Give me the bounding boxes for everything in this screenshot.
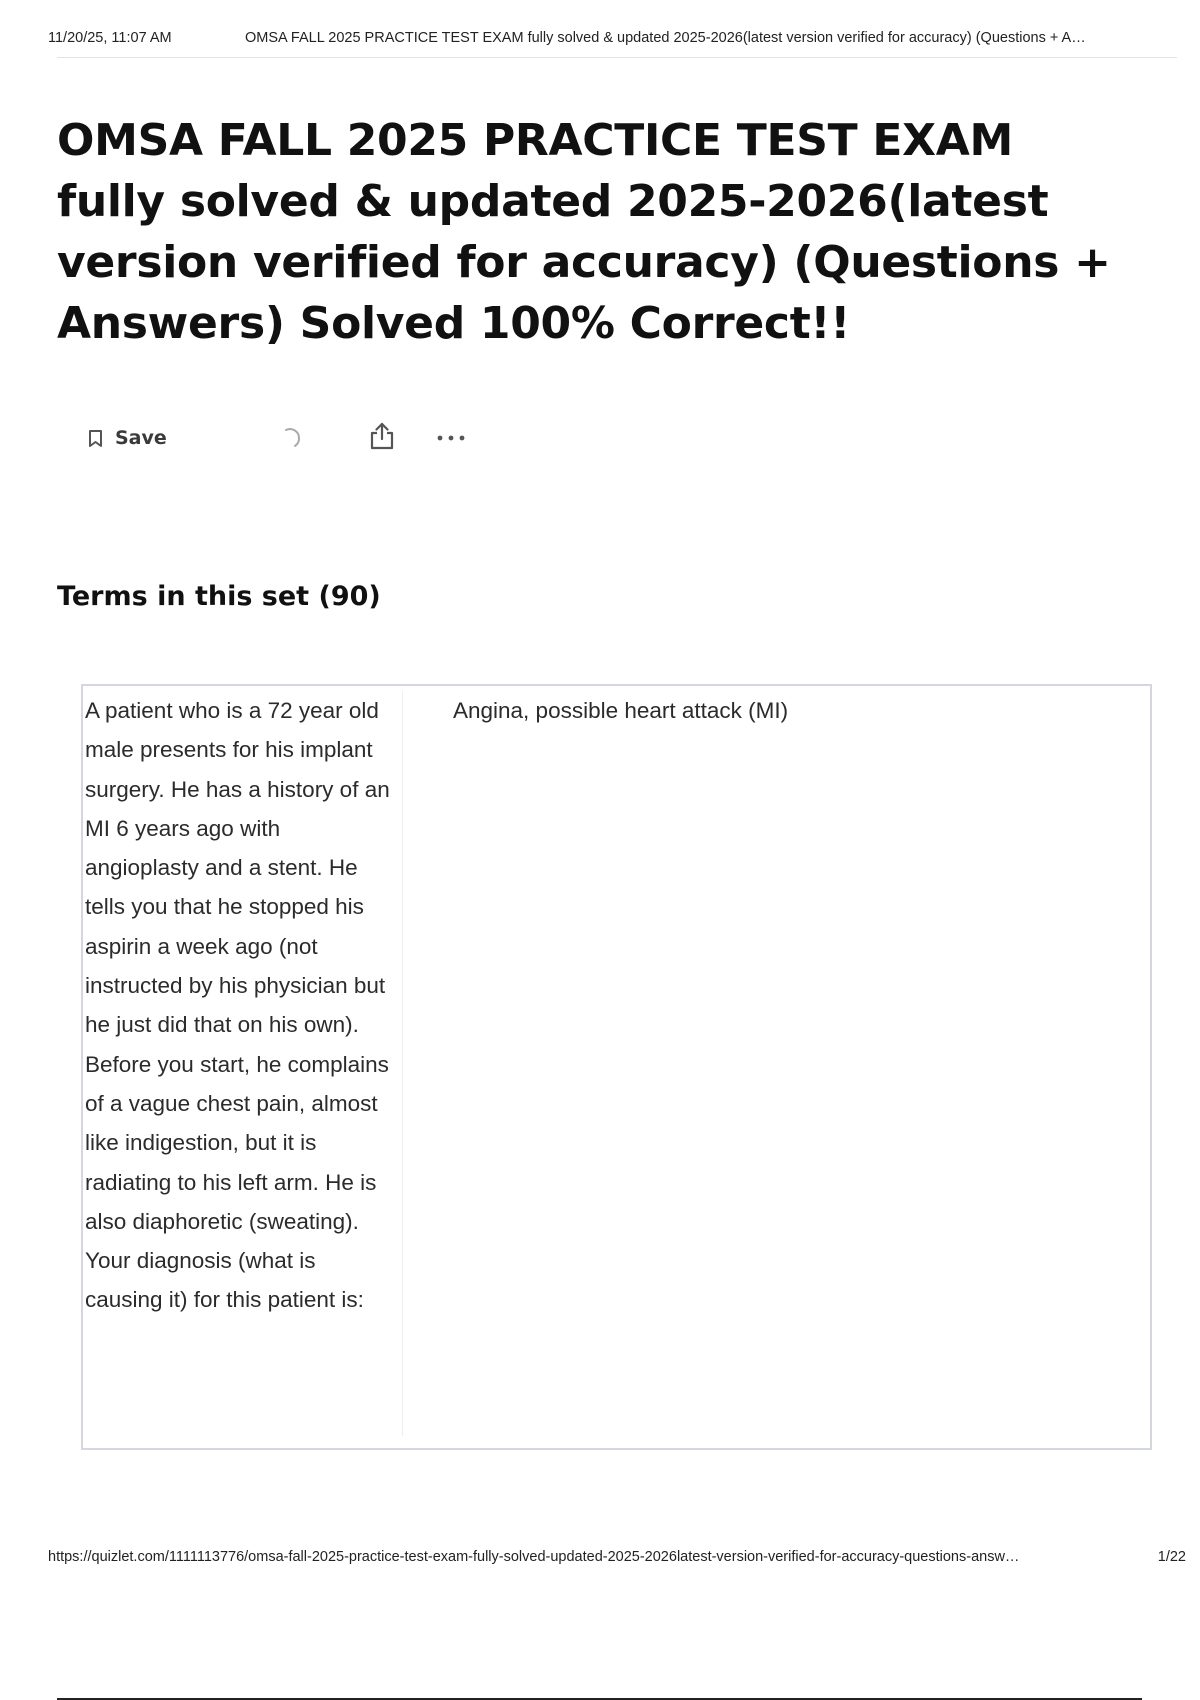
- page-number: 1/22: [1157, 1549, 1186, 1565]
- print-url: https://quizlet.com/1111113776/omsa-fall-2025-practice-test-exam-fully-solved-updated-2025-2026latest-version-verified-for-accuracy-questions-answ…: [48, 1549, 1020, 1565]
- save-button-label: Save: [115, 427, 167, 449]
- loading-spinner-icon: [278, 425, 368, 451]
- definition-text: Angina, possible heart attack (MI): [453, 698, 789, 723]
- print-header: [48, 30, 1176, 46]
- more-options-icon: [436, 429, 466, 447]
- print-footer: [48, 1549, 1186, 1565]
- term-text: A patient who is a 72 year old male presents for his implant surgery. He has a history of an MI 6 years ago with angioplasty and a stent. He tells you that he stopped his aspirin a week ago (not instructed by his physician but he just did that on his own). Before you start, he complains of a vague chest pain, almost like indigestion, but it is radiating to his left arm. He is also diaphoretic (sweating). Your diagnosis (what is causing it) for this patient is:: [83, 691, 403, 1436]
- term-card: [81, 684, 1152, 1450]
- share-button[interactable]: [368, 421, 436, 456]
- print-datetime: 11/20/25, 11:07 AM: [48, 30, 172, 46]
- save-button[interactable]: [88, 427, 278, 449]
- more-options-button[interactable]: [436, 429, 466, 447]
- share-icon: [368, 421, 396, 456]
- header-divider: [57, 57, 1177, 58]
- set-toolbar: [88, 420, 466, 456]
- print-page-title: OMSA FALL 2025 PRACTICE TEST EXAM fully solved & updated 2025-2026(latest version verified for accuracy) (Questions + A…: [245, 30, 1086, 46]
- bookmark-icon: [88, 429, 103, 448]
- page-title: OMSA FALL 2025 PRACTICE TEST EXAM fully solved & updated 2025-2026(latest version verified for accuracy) (Questions + Answers) Solved 100% Correct!!: [57, 115, 1111, 349]
- terms-heading: Terms in this set (90): [57, 581, 381, 612]
